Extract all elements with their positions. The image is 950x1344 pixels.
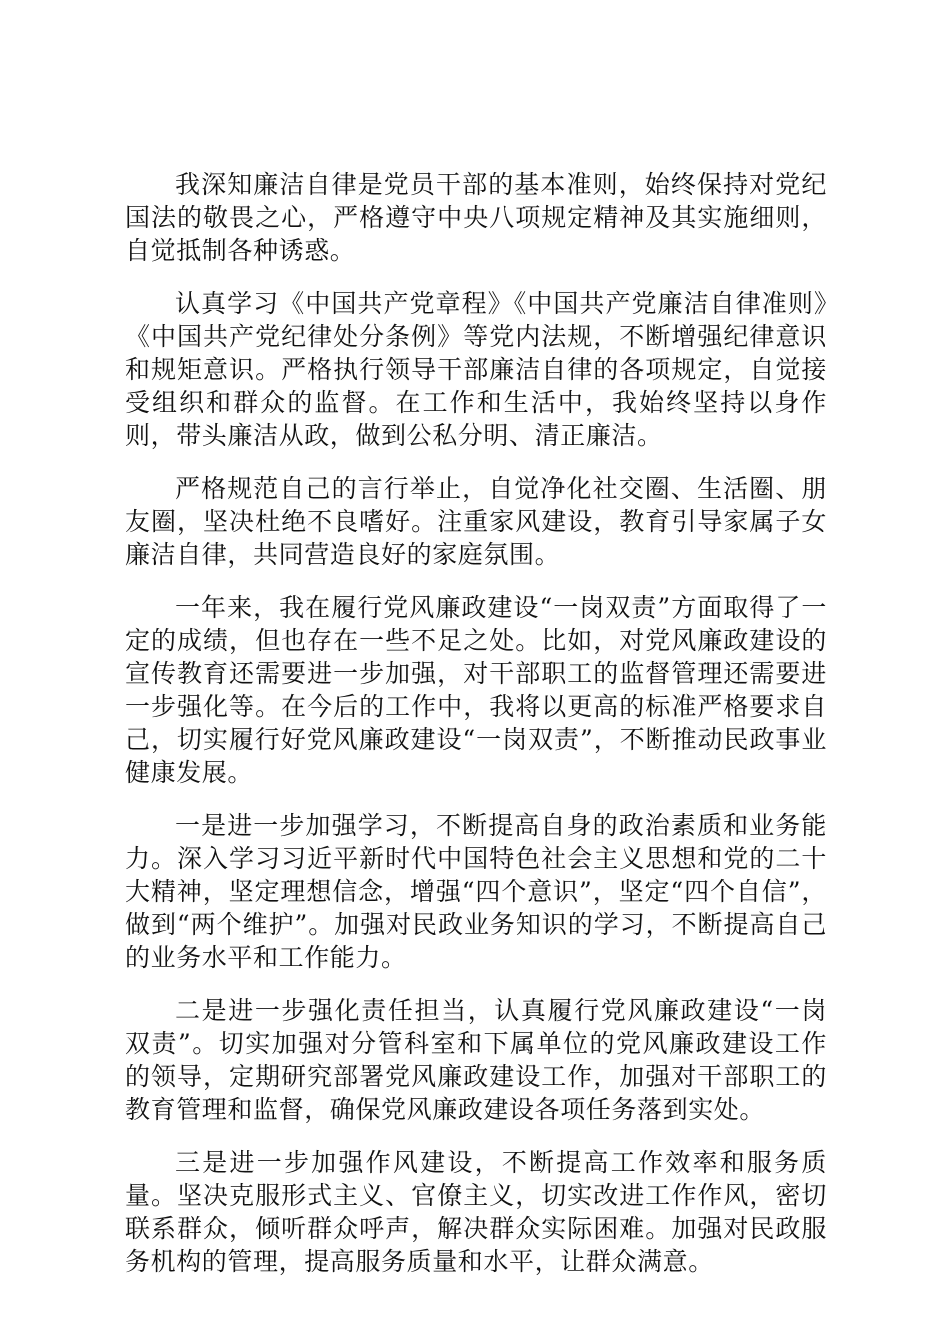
paragraph-conduct-family: 严格规范自己的言行举止，自觉净化社交圈、生活圈、朋友圈，坚决杜绝不良嗜好。注重家风建设，教育引导家属子女廉洁自律，共同营造良好的家庭氛围。 <box>125 474 827 569</box>
document-body <box>125 168 827 1298</box>
paragraph-point-one-study: 一是进一步加强学习，不断提高自身的政治素质和业务能力。深入学习习近平新时代中国特色社会主义思想和党的二十大精神，坚定理想信念，增强“四个意识”，坚定“四个自信”，做到“两个维护”。加强对民政业务知识的学习，不断提高自己的业务水平和工作能力。 <box>125 811 827 972</box>
paragraph-point-three-work-style: 三是进一步加强作风建设，不断提高工作效率和服务质量。坚决克服形式主义、官僚主义，切实改进工作作风，密切联系群众，倾听群众呼声，解决群众实际困难。加强对民政服务机构的管理，提高服务质量和水平，让群众满意。 <box>125 1148 827 1276</box>
paragraph-annual-review: 一年来，我在履行党风廉政建设“一岗双责”方面取得了一定的成绩，但也存在一些不足之处。比如，对党风廉政建设的宣传教育还需要进一步加强，对干部职工的监督管理还需要进一步强化等。在今后的工作中，我将以更高的标准严格要求自己，切实履行好党风廉政建设“一岗双责”，不断推动民政事业健康发展。 <box>125 593 827 787</box>
paragraph-integrity-discipline: 我深知廉洁自律是党员干部的基本准则，始终保持对党纪国法的敬畏之心，严格遵守中央八项规定精神及其实施细则，自觉抵制各种诱惑。 <box>125 170 827 265</box>
paragraph-party-regulations-study: 认真学习《中国共产党章程》《中国共产党廉洁自律准则》《中国共产党纪律处分条例》等党内法规，不断增强纪律意识和规矩意识。严格执行领导干部廉洁自律的各项规定，自觉接受组织和群众的监督。在工作和生活中，我始终坚持以身作则，带头廉洁从政，做到公私分明、清正廉洁。 <box>125 289 827 450</box>
paragraph-point-two-responsibility: 二是进一步强化责任担当，认真履行党风廉政建设“一岗双责”。切实加强对分管科室和下属单位的党风廉政建设工作的领导，定期研究部署党风廉政建设工作，加强对干部职工的教育管理和监督，确保党风廉政建设各项任务落到实处。 <box>125 996 827 1124</box>
